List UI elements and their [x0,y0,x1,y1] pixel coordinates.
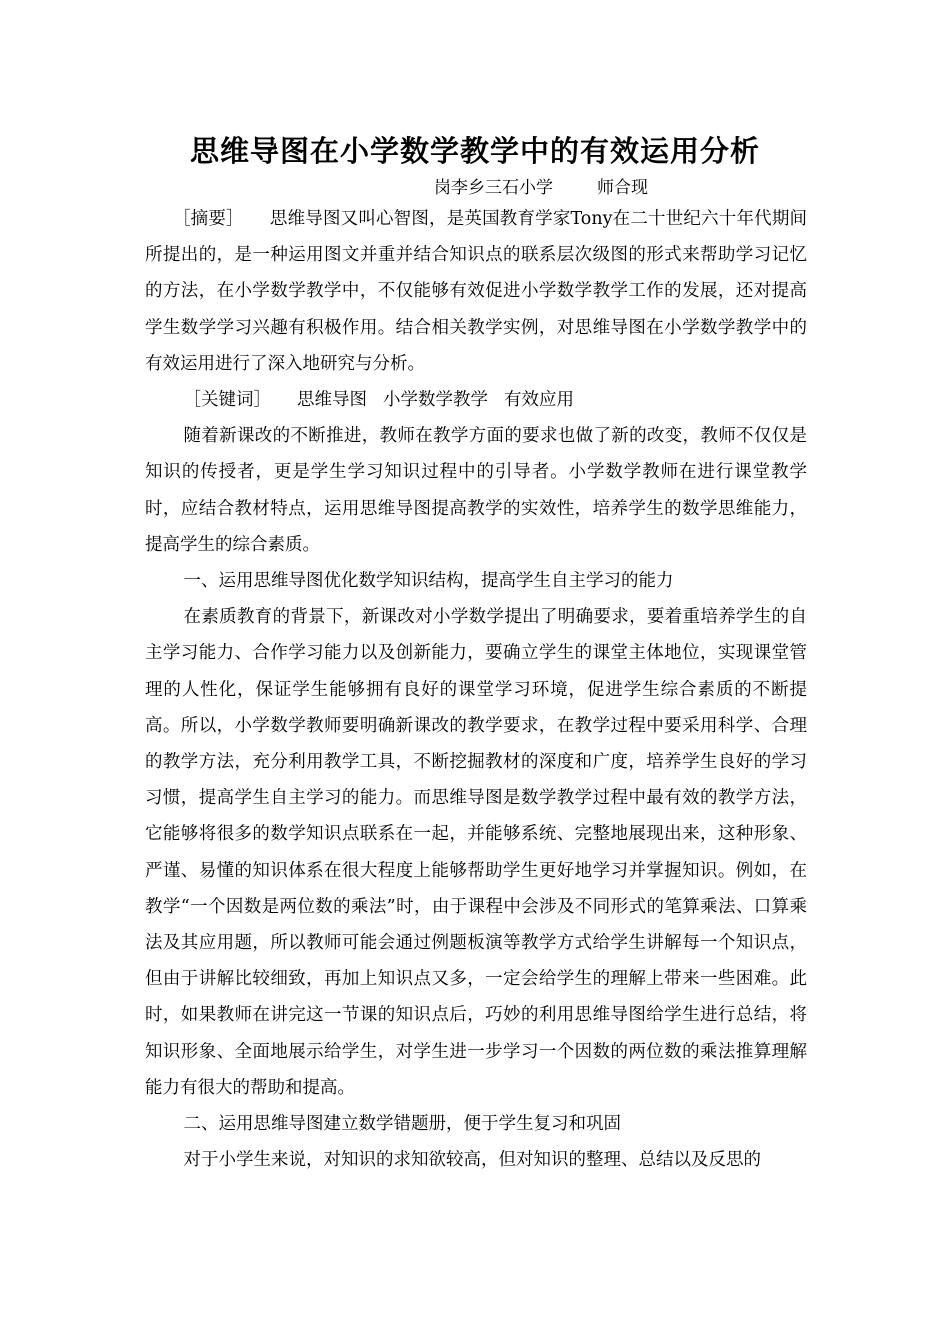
keywords-paragraph [145,382,807,418]
intro-paragraph: 随着新课改的不断推进，教师在教学方面的要求也做了新的改变，教师不仅仅是知识的传授者，更是学生学习知识过程中的引导者。小学数学教师在进行课堂教学时，应结合教材特点，运用思维导图提高教学的实效性，培养学生的数学思维能力，提高学生的综合素质。 [145,426,807,555]
document-body [145,201,807,1178]
abstract-label: ［摘要］ [173,209,244,229]
keyword-item: 小学数学教学 [383,390,488,411]
author-name: 师合现 [597,178,648,198]
abstract-text: 思维导图又叫心智图，是英国教育学家Tony在二十世纪六十年代期间所提出的，是一种运用图文并重并结合知识点的联系层次级图的形式来帮助学习记忆的方法，在小学数学教学中，不仅能够有效促进小学数学教学工作的发展，还对提高学生数学学习兴趣有积极作用。结合相关教学实例，对思维导图在小学数学教学中的有效运用进行了深入地研究与分析。 [145,209,807,374]
abstract-paragraph [145,201,807,382]
document-title: 思维导图在小学数学教学中的有效运用分析 [189,134,760,168]
author-line [434,177,648,199]
section1-heading: 一、运用思维导图优化数学知识结构，提高学生自主学习的能力 [183,571,674,592]
section2-paragraph: 对于小学生来说，对知识的求知欲较高，但对知识的整理、总结以及反思的 [183,1150,761,1171]
keyword-item: 有效应用 [504,390,574,411]
keyword-item: 思维导图 [297,390,367,411]
keywords-label: ［关键词］ [183,390,271,411]
section2-heading: 二、运用思维导图建立数学错题册，便于学生复习和巩固 [183,1114,621,1135]
section1-paragraph: 在素质教育的背景下，新课改对小学数学提出了明确要求，要着重培养学生的自主学习能力、合作学习能力以及创新能力，要确立学生的课堂主体地位，实现课堂管理的人性化，保证学生能够拥有良好的课堂学习环境，促进学生综合素质的不断提高。所以，小学数学教师要明确新课改的教学要求，在教学过程中要采用科学、合理的教学方法，充分利用教学工具，不断挖掘教材的深度和广度，培养学生良好的学习习惯，提高学生自主学习的能力。而思维导图是数学教学过程中最有效的教学方法，它能够将很多的数学知识点联系在一起，并能够系统、完整地展现出来，这种形象、严谨、易懂的知识体系在很大程度上能够帮助学生更好地学习并掌握知识。例如，在教学“一个因数是两位数的乘法”时，由于课程中会涉及不同形式的笔算乘法、口算乘法及其应用题，所以教师可能会通过例题板演等教学方式给学生讲解每一个知识点，但由于讲解比较细致，再加上知识点又多，一定会给学生的理解上带来一些困难。此时，如果教师在讲完这一节课的知识点后，巧妙的利用思维导图给学生进行总结，将知识形象、全面地展示给学生，对学生进一步学习一个因数的两位数的乘法推算理解能力有很大的帮助和提高。 [145,607,807,1098]
author-school: 岗李乡三石小学 [434,178,553,198]
